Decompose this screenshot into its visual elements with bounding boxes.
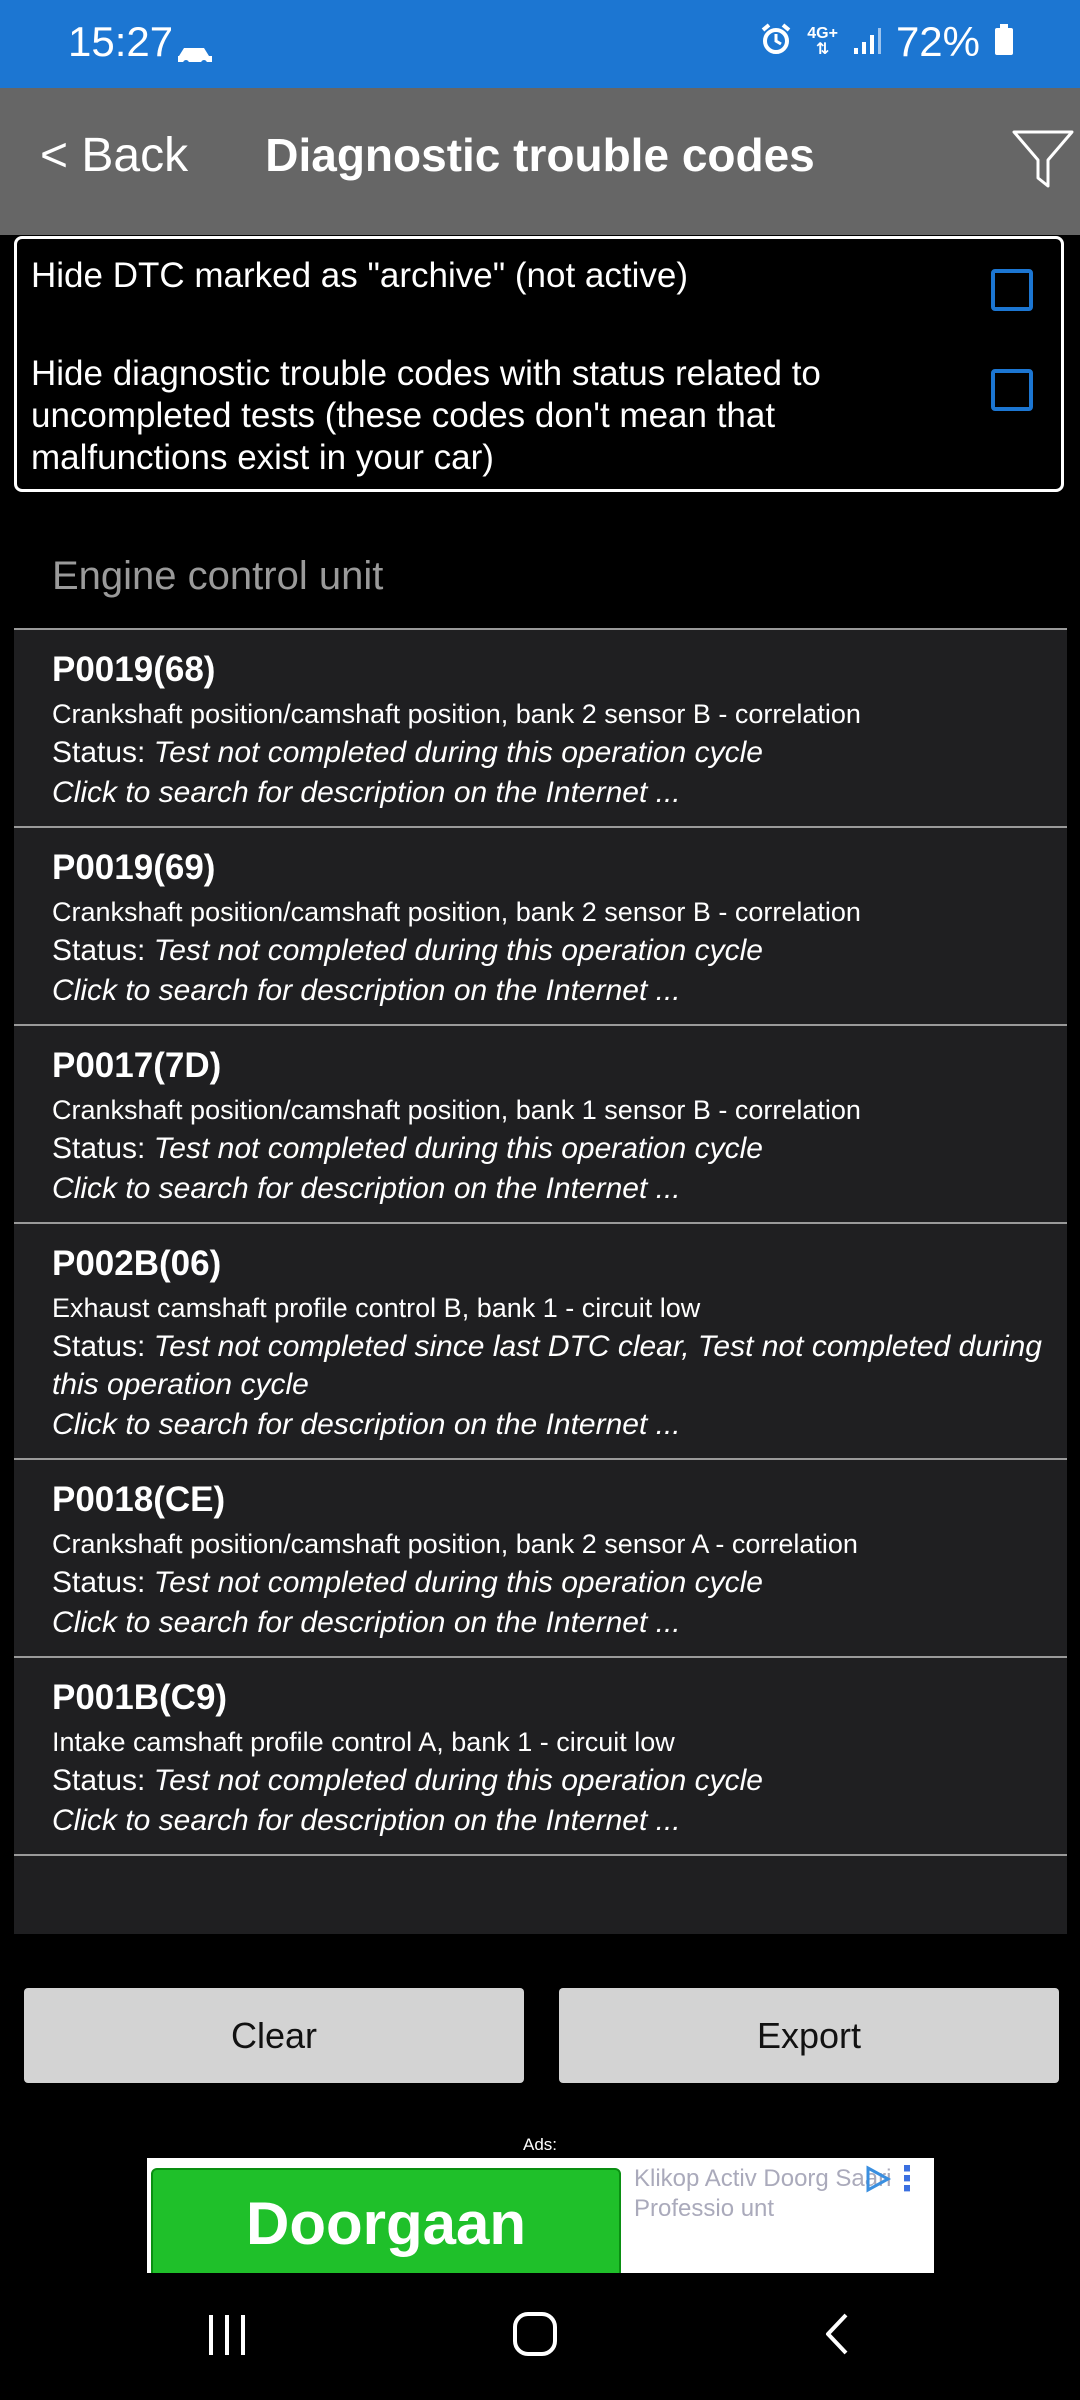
network-arrows-icon: 4G+ ⇅ [807, 25, 838, 58]
home-icon[interactable] [512, 2311, 558, 2362]
battery-icon [994, 18, 1014, 66]
dtc-search-link[interactable]: Click to search for description on the Internet ... [52, 1804, 681, 1837]
dtc-code: P0019(68) [52, 650, 216, 689]
ad-cta-button[interactable]: Doorgaan [151, 2168, 621, 2273]
ad-more-icon[interactable]: ⋮ [890, 2160, 924, 2198]
dtc-status-value: Test not completed during this operation cycle [153, 934, 763, 967]
filter-hide-archive-label[interactable]: Hide DTC marked as "archive" (not active) [31, 256, 689, 295]
dtc-item[interactable] [14, 628, 1067, 826]
dtc-search-link[interactable]: Click to search for description on the Internet ... [52, 974, 681, 1007]
filter-hide-uncompleted-checkbox[interactable] [991, 369, 1033, 411]
dtc-item[interactable] [14, 1656, 1067, 1856]
dtc-status [52, 1762, 1067, 1800]
dtc-status [52, 1328, 1067, 1404]
dtc-search-link[interactable]: Click to search for description on the Internet ... [52, 776, 681, 809]
system-nav-bar [0, 2273, 1080, 2400]
signal-icon [852, 18, 882, 66]
page-title: Diagnostic trouble codes [265, 129, 815, 181]
filter-hide-uncompleted-label[interactable]: Hide diagnostic trouble codes with status related to uncompleted tests (these codes don't mean that malfunctions exist in your car) [31, 354, 821, 477]
clear-button[interactable]: Clear [24, 1988, 524, 2083]
dtc-status-label: Status: [52, 1330, 146, 1363]
status-time: 15:27 [68, 18, 174, 65]
ad-side-text: Klikop Activ Doorg Saari Professio unt [634, 2165, 892, 2222]
dtc-item[interactable] [14, 1458, 1067, 1656]
ad-banner[interactable] [147, 2158, 934, 2273]
dtc-status-label: Status: [52, 934, 146, 967]
dtc-item[interactable] [14, 826, 1067, 1024]
dtc-code: P001B(C9) [52, 1678, 228, 1717]
status-bar [0, 0, 1080, 88]
dtc-status-label: Status: [52, 1132, 146, 1165]
dtc-status-label: Status: [52, 736, 146, 769]
car-icon [176, 44, 214, 71]
dtc-description: Crankshaft position/camshaft position, bank 2 sensor A - correlation [52, 1529, 858, 1559]
dtc-status-value: Test not completed during this operation cycle [153, 1132, 763, 1165]
dtc-description: Crankshaft position/camshaft position, bank 2 sensor B - correlation [52, 699, 861, 729]
recent-apps-icon[interactable] [205, 2313, 249, 2362]
ads-label: Ads: [522, 2135, 558, 2154]
battery-percent: 72% [895, 18, 980, 65]
dtc-status-value: Test not completed since last DTC clear, Test not completed during this operation cycle [52, 1330, 1042, 1401]
nav-back-icon[interactable] [818, 2311, 858, 2362]
dtc-code: P0017(7D) [52, 1046, 222, 1085]
dtc-code: P002B(06) [52, 1244, 222, 1283]
app-header [0, 88, 1080, 235]
dtc-status-value: Test not completed during this operation cycle [153, 736, 763, 769]
section-title: Engine control unit [52, 554, 384, 598]
export-button[interactable]: Export [559, 1988, 1059, 2083]
filter-panel [14, 236, 1064, 492]
alarm-icon [759, 18, 793, 66]
dtc-status-value: Test not completed during this operation cycle [153, 1764, 763, 1797]
filter-hide-archive-checkbox[interactable] [991, 269, 1033, 311]
dtc-list [14, 628, 1067, 1934]
dtc-item[interactable] [14, 1222, 1067, 1458]
dtc-search-link[interactable]: Click to search for description on the Internet ... [52, 1172, 681, 1205]
dtc-status [52, 932, 1067, 970]
dtc-code: P0018(CE) [52, 1480, 226, 1519]
dtc-status-label: Status: [52, 1566, 146, 1599]
dtc-code: P0019(69) [52, 848, 216, 887]
dtc-description: Exhaust camshaft profile control B, bank 1 - circuit low [52, 1293, 701, 1323]
dtc-status [52, 734, 1067, 772]
filter-funnel-icon[interactable] [1010, 126, 1080, 196]
dtc-status-label: Status: [52, 1764, 146, 1797]
dtc-description: Crankshaft position/camshaft position, bank 1 sensor B - correlation [52, 1095, 861, 1125]
dtc-description: Intake camshaft profile control A, bank 1 - circuit low [52, 1727, 675, 1757]
dtc-status-value: Test not completed during this operation cycle [153, 1566, 763, 1599]
dtc-description: Crankshaft position/camshaft position, bank 2 sensor B - correlation [52, 897, 861, 927]
dtc-search-link[interactable]: Click to search for description on the Internet ... [52, 1408, 681, 1441]
dtc-item[interactable] [14, 1024, 1067, 1222]
dtc-status [52, 1564, 1067, 1602]
ad-choices-icon[interactable] [862, 2164, 892, 2199]
network-type: 4G+ [807, 25, 838, 42]
dtc-status [52, 1130, 1067, 1168]
back-button[interactable]: < Back [40, 129, 189, 182]
dtc-search-link[interactable]: Click to search for description on the Internet ... [52, 1606, 681, 1639]
